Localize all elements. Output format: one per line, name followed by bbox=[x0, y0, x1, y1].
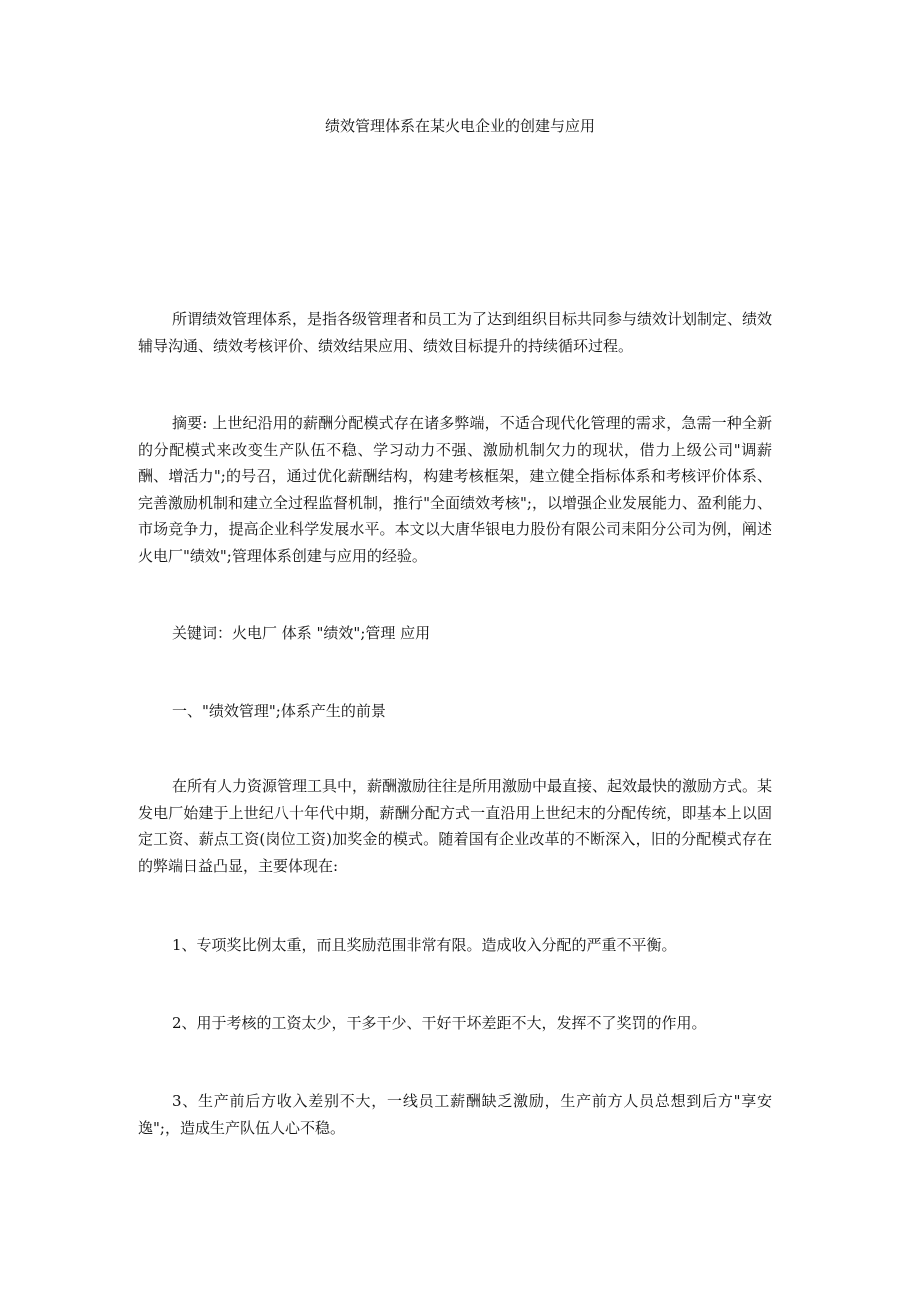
list-item: 1、专项奖比例太重，而且奖励范围非常有限。造成收入分配的严重不平衡。 bbox=[172, 936, 677, 954]
paragraph-keywords: 关键词：火电厂 体系 "绩效";管理 应用 bbox=[172, 624, 431, 642]
list-item: 3、生产前后方收入差别不大，一线员工薪酬缺乏激励，生产前方人员总想到后方"享安逸";，造成生产队伍人心不稳。 bbox=[138, 1092, 772, 1137]
paragraph-abstract: 摘要: 上世纪沿用的薪酬分配模式存在诸多弊端，不适合现代化管理的需求，急需一种全新的分配模式来改变生产队伍不稳、学习动力不强、激励机制欠力的现状，借力上级公司"调薪酬、增活力";的号召，通过优化薪酬结构，构建考核框架，建立健全指标体系和考核评价体系、完善激励机制和建立全过程监督机制，推行"全面绩效考核";，以增强企业发展能力、盈利能力、市场竞争力，提高企业科学发展水平。本文以大唐华银电力股份有限公司耒阳分公司为例，阐述火电厂"绩效";管理体系创建与应用的经验。 bbox=[138, 414, 772, 565]
paragraph-background: 在所有人力资源管理工具中，薪酬激励往往是所用激励中最直接、起效最快的激励方式。某发电厂始建于上世纪八十年代中期，薪酬分配方式一直沿用上世纪末的分配传统，即基本上以固定工资、薪点工资(岗位工资)加奖金的模式。随着国有企业改革的不断深入，旧的分配模式存在的弊端日益凸显，主要体现在: bbox=[138, 777, 773, 875]
section-heading: 一、"绩效管理";体系产生的前景 bbox=[172, 702, 386, 720]
document-title: 绩效管理体系在某火电企业的创建与应用 bbox=[324, 117, 595, 135]
list-item: 2、用于考核的工资太少，干多干少、干好干坏差距不大，发挥不了奖罚的作用。 bbox=[172, 1014, 707, 1032]
paragraph-definition: 所谓绩效管理体系，是指各级管理者和员工为了达到组织目标共同参与绩效计划制定、绩效辅导沟通、绩效考核评价、绩效结果应用、绩效目标提升的持续循环过程。 bbox=[138, 310, 773, 355]
